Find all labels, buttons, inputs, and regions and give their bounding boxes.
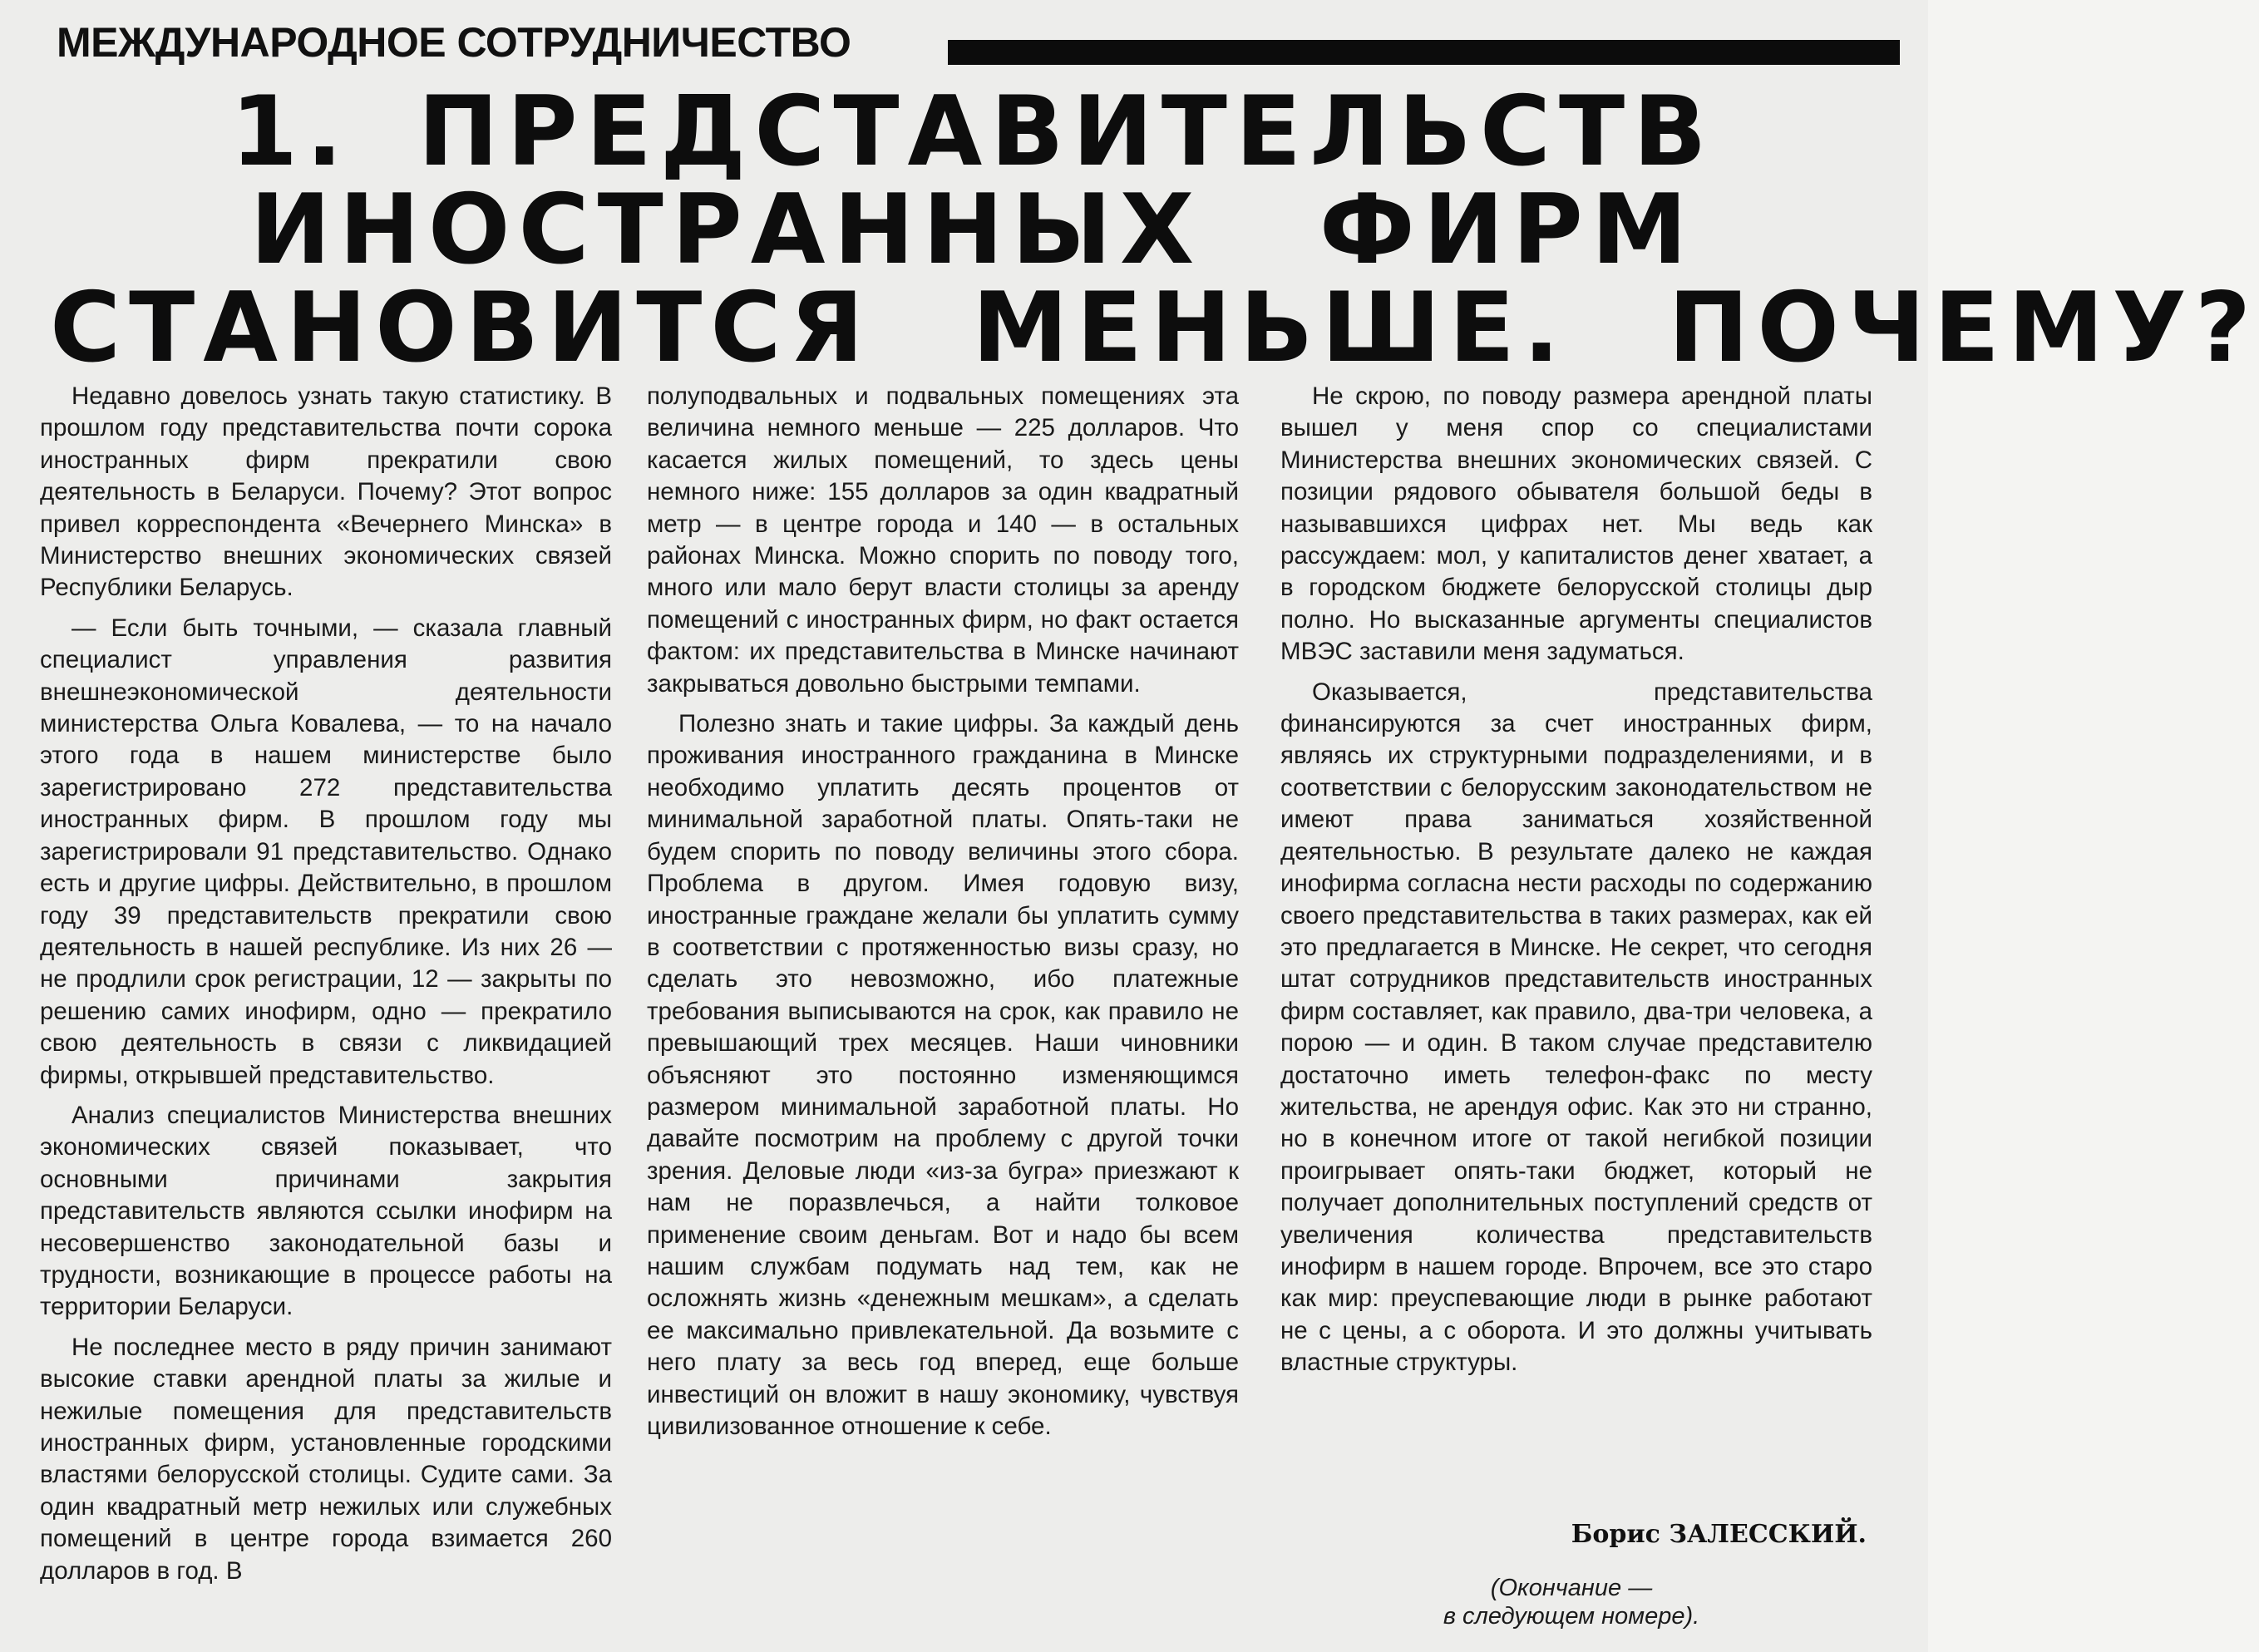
headline-line-2: ИНОСТРАННЫХ ФИРМ (249, 174, 1696, 286)
continuation-line-1: (Окончание — (1490, 1575, 1653, 1601)
paragraph: Недавно довелось узнать такую статистику. В прошлом году представительства почти сорока иностранных фирм прекратили свою деятельность в Беларуси. Почему? Этот вопрос привел корреспондента «Вечернего Минска» в Министерство внешних экономических связей Республики Беларусь. (40, 382, 612, 602)
continuation-line-2: в следующем номере). (1443, 1603, 1700, 1630)
section-rubric: МЕЖДУНАРОДНОЕ СОТРУДНИЧЕСТВО (57, 19, 851, 66)
rubric-divider-bar (948, 40, 1900, 65)
paragraph: Оказывается, представительства финансируются за счет иностранных фирм, являясь их структурными подразделениями, и в соответствии с белорусским законодательством не имеют права заниматься хозяйственной деятельностью. В результате далеко не каждая инофирма согласна нести расходы по содержанию своего представительства в таких размерах, как ей это предлагается в Минске. Не секрет, что сегодня штат сотрудников представительств иностранных фирм составляет, как правило, два-три человека, а порою — и один. В таком случае представителю достаточно иметь телефон-факс по месту жительства, не арендуя офис. Как это ни странно, но в конечном итоге от такой негибкой позиции проигрывает опять-таки бюджет, который не получает дополнительных поступлений средств от увеличения количества представительств инофирм в нашем городе. Впрочем, все это старо как мир: преуспевающие люди в рынке работают не с цены, а с оборота. И это должны учитывать властные структуры. (1280, 678, 1872, 1377)
article-headline (50, 76, 2259, 384)
headline-line-1: 1. ПРЕДСТАВИТЕЛЬСТВ (230, 76, 1715, 188)
paragraph: Анализ специалистов Министерства внешних экономических связей показывает, что основными причинами закрытия представительств являются ссылки инофирм на несовершенство законодательной базы и трудности, возникающие в процессе работы на территории Беларуси. (40, 1101, 612, 1321)
paragraph: Не скрою, по поводу размера арендной платы вышел у меня спор со специалистами Министерства внешних экономических связей. С позиции рядового обывателя большой беды в называвшихся цифрах нет. Мы ведь как рассуждаем: мол, у капиталистов денег хватает, а в городском бюджете белорусской столицы дыр полно. Но высказанные аргументы специалистов МВЭС заставили меня задуматься. (1280, 382, 1872, 666)
article-column-3 (1280, 381, 1872, 1388)
article-column-1 (40, 381, 612, 1595)
article-column-2 (647, 381, 1239, 1451)
author-signature: Борис ЗАЛЕССКИЙ. (1571, 1520, 1867, 1549)
paragraph: Полезно знать и такие цифры. За каждый день проживания иностранного гражданина в Минске необходимо уплатить десять процентов от минимальной заработной платы. Опять-таки не будем спорить по поводу величины этого сбора. Проблема в другом. Имея годовую визу, иностранные граждане желали бы уплатить сумму в соответствии с протяженностью визы сразу, но сделать это невозможно, ибо платежные требования выписываются на срок, как правило не превышающий трех месяцев. Наши чиновники объясняют это постоянно изменяющимся размером минимальной заработной платы. Но давайте посмотрим на проблему с другой точки зрения. Деловые люди «из-за бугра» приезжают к нам не поразвлечься, а найти толковое применение своим деньгам. Вот и надо бы всем нашим службам подумать над тем, как не осложнять жизнь «денежным мешкам», а сделать ее максимально привлекательной. Да возьмите с него плату за весь год вперед, еще больше инвестиций он вложит в нашу экономику, чувствуя цивилизованное отношение к себе. (647, 710, 1239, 1440)
continuation-note (1355, 1574, 1788, 1630)
paragraph: полуподвальных и подвальных помещениях эта величина немного меньше — 225 долларов. Что касается жилых помещений, то здесь цены немного ниже: 155 долларов за один квадратный метр — в центре города и 140 — в остальных районах Минска. Можно спорить по поводу того, много или мало берут власти столицы за аренду помещений с иностранных фирм, но факт остается фактом: их представительства в Минске начинают закрываться довольно быстрыми темпами. (647, 382, 1239, 698)
paragraph: Не последнее место в ряду причин занимают высокие ставки арендной платы за жилые и нежилые помещения для представительств иностранных фирм, установленные городскими властями белорусской столицы. Судите сами. За один квадратный метр нежилых или служебных помещений в центре города взимается 260 долларов в год. В (40, 1333, 612, 1585)
paragraph: — Если быть точными, — сказала главный специалист управления развития внешнеэкономической деятельности министерства Ольга Ковалева, — то на начало этого года в нашем министерстве было зарегистрировано 272 представительства иностранных фирм. В прошлом году мы зарегистрировали 91 представительство. Однако есть и другие цифры. Действительно, в прошлом году 39 представительств прекратили свою деятельность в нашей республике. Из них 26 — не продлили срок регистрации, 12 — закрыты по решению самих инофирм, одно — прекратило свою деятельность в связи с ликвидацией фирмы, открывшей представительство. (40, 614, 612, 1089)
headline-line-3: СТАНОВИТСЯ МЕНЬШЕ. ПОЧЕМУ? (50, 272, 2259, 384)
